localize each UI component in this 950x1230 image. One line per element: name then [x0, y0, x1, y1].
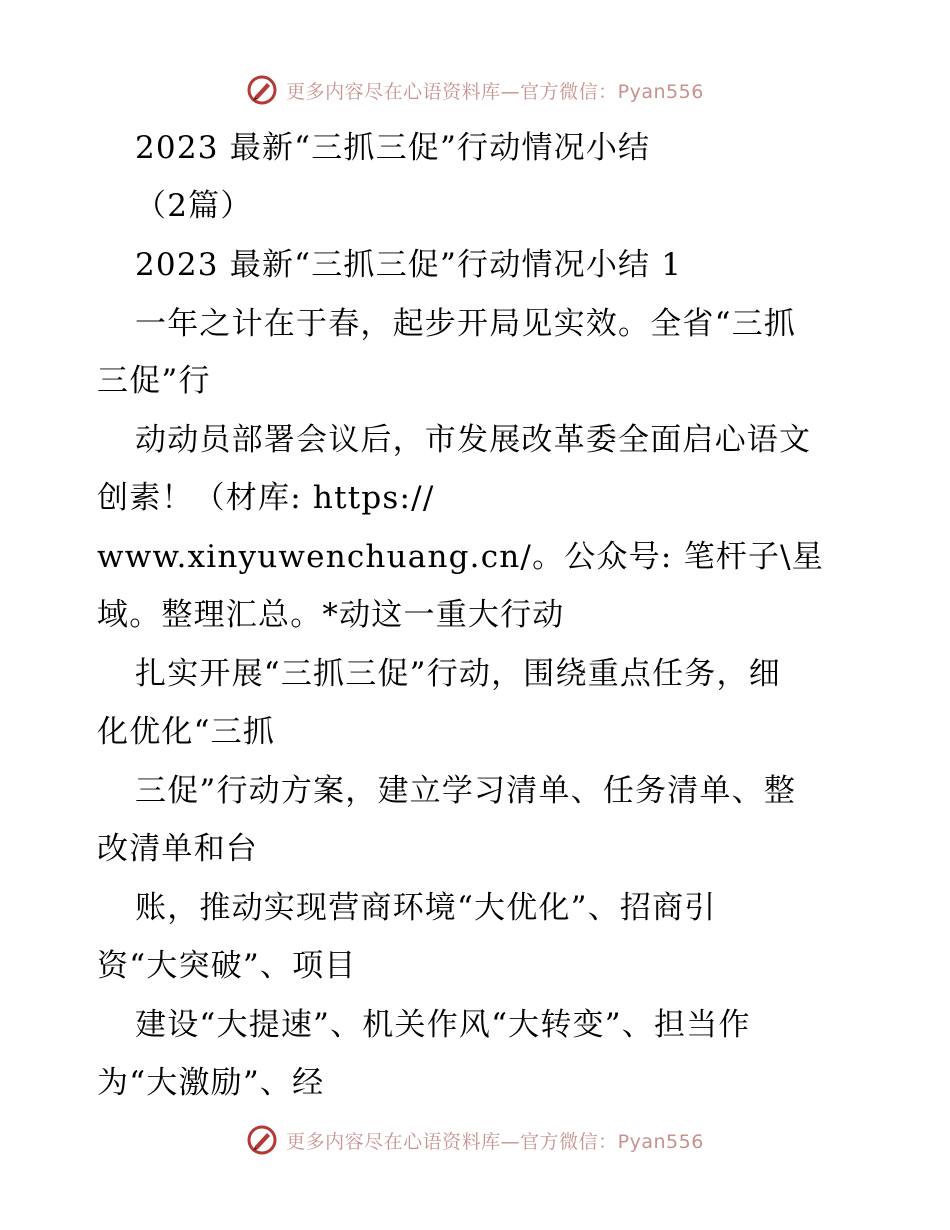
paragraph-line: 建设“大提速”、机关作风“大转变”、担当作	[135, 1007, 751, 1043]
paragraph-line: 为“大激励”、经	[97, 1065, 325, 1101]
paragraph-line: 域。整理汇总。*动这一重大行动	[97, 597, 565, 633]
section-heading: 2023 最新“三抓三促”行动情况小结 1	[135, 247, 683, 283]
watermark-text: 更多内容尽在心语资料库—官方微信：Pyan556	[286, 80, 704, 103]
paragraph-line: 三促”行动方案，建立学习清单、任务清单、整	[135, 773, 797, 809]
paragraph-line: 一年之计在于春，起步开局见实效。全省“三抓	[135, 306, 797, 342]
paragraph-line: 账，推动实现营商环境“大优化”、招商引	[135, 890, 717, 926]
paragraph-line: 化优化“三抓	[97, 714, 276, 750]
paragraph-line: 资“大突破”、项目	[97, 948, 357, 984]
paragraph-line: 创素！（材库: https://	[97, 480, 435, 516]
paragraph-line: 动动员部署会议后，市发展改革委全面启心语文	[135, 422, 812, 458]
paragraph-line: www.xinyuwenchuang.cn/。公众号: 笔杆子\星	[97, 539, 825, 575]
paragraph-line: 三促”行	[97, 363, 211, 399]
paragraph-line: 扎实开展“三抓三促”行动，围绕重点任务，细	[135, 656, 781, 692]
pen-logo-icon	[246, 1124, 278, 1156]
paragraph-line: 改清单和台	[97, 831, 258, 867]
doc-title: 2023 最新“三抓三促”行动情况小结	[135, 130, 651, 166]
watermark-text: 更多内容尽在心语资料库—官方微信：Pyan556	[286, 1130, 704, 1153]
doc-subtitle: （2篇）	[135, 188, 253, 224]
footer-watermark	[0, 1120, 950, 1160]
